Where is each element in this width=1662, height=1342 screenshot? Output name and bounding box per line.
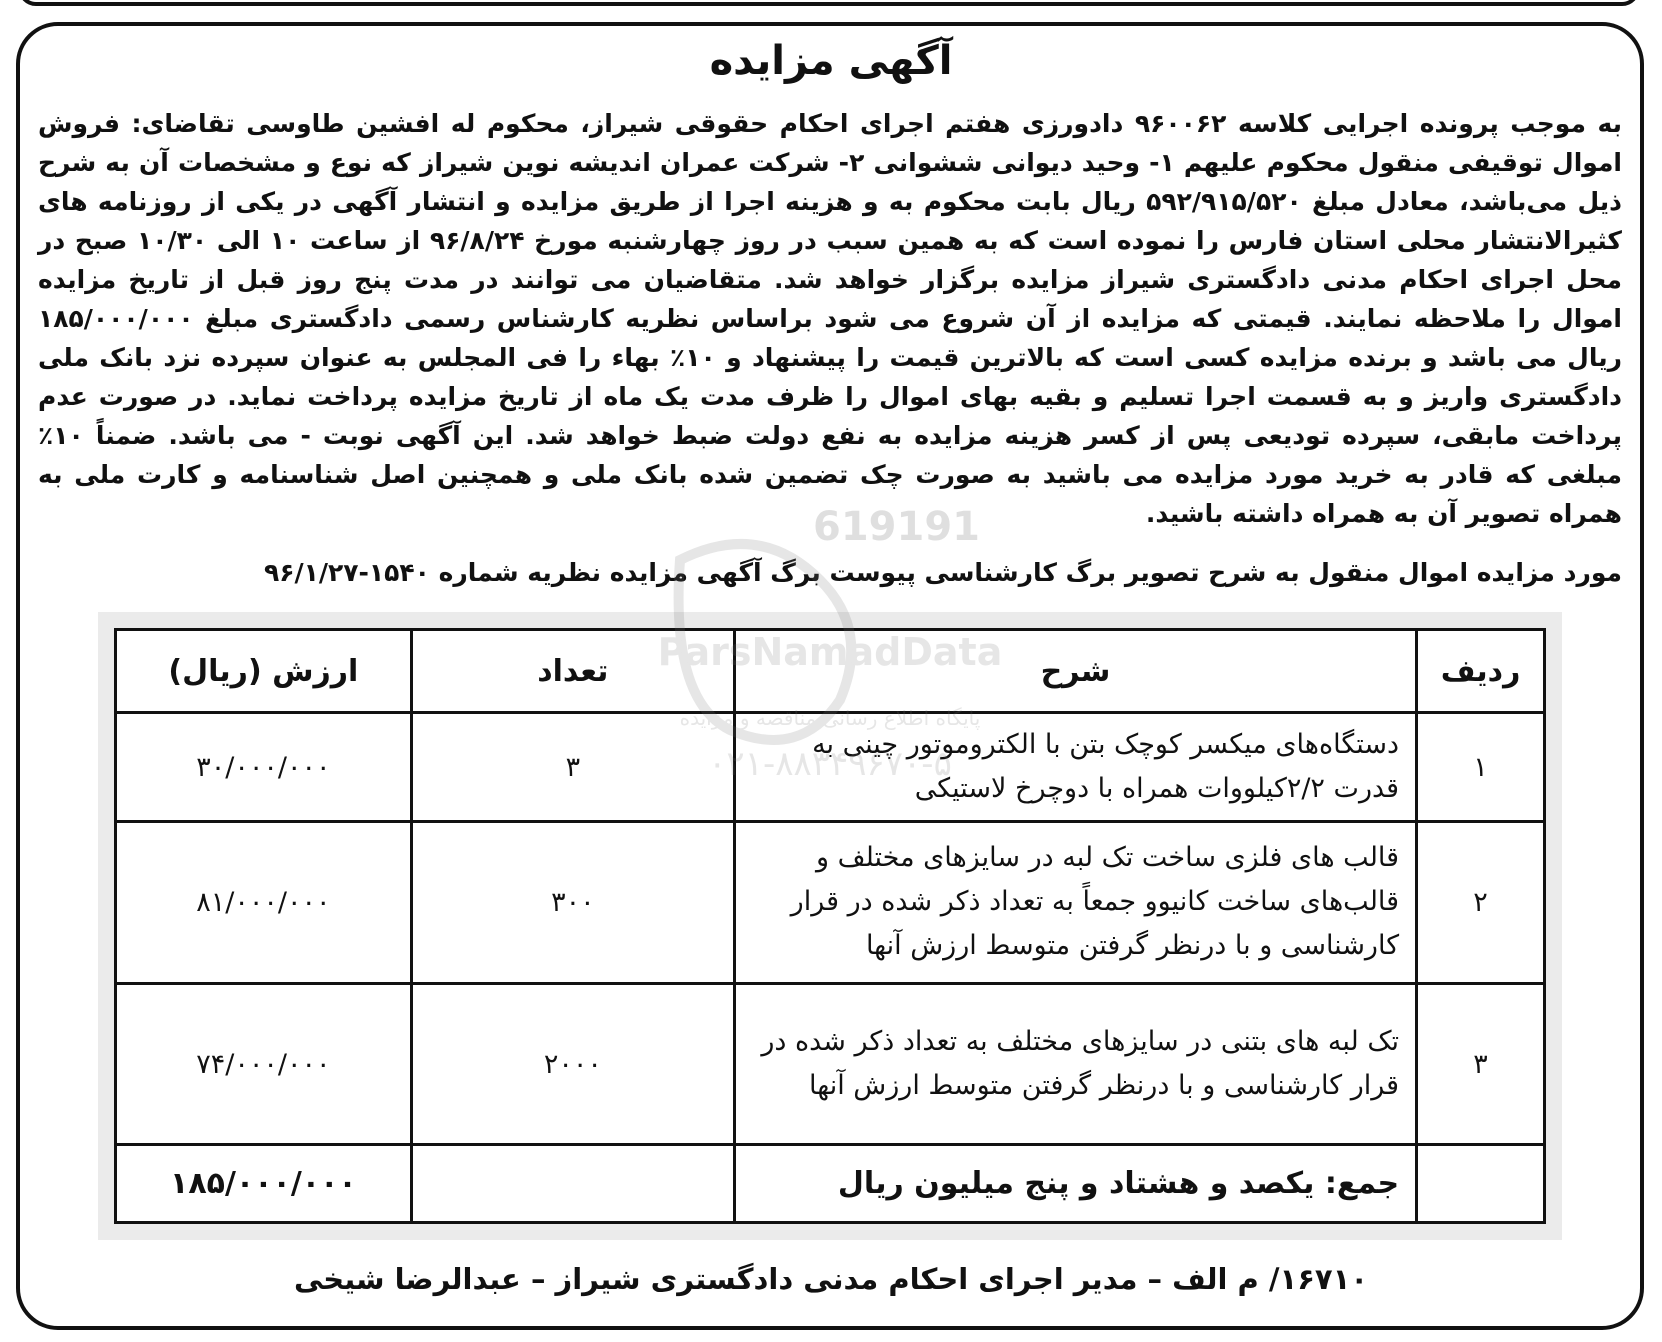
ad-reference: مورد مزایده اموال منقول به شرح تصویر برگ کارشناسی پیوست برگ آگهی مزایده نظریه شماره ۱۵۴۰-۹۶/۱/۲۷: [263, 558, 1622, 587]
table-row: [116, 983, 1545, 1145]
header-description: شرح: [734, 630, 1416, 713]
watermark-code: 619191: [813, 504, 980, 550]
row-number: ۲: [1417, 822, 1545, 984]
row-number: ۳: [1417, 983, 1545, 1145]
row-value: ۷۴/۰۰۰/۰۰۰: [116, 983, 412, 1145]
row-value: ۸۱/۰۰۰/۰۰۰: [116, 822, 412, 984]
header-quantity: تعداد: [411, 630, 734, 713]
row-number: ۱: [1417, 713, 1545, 822]
row-quantity: ۳۰۰: [411, 822, 734, 984]
table-row: [116, 713, 1545, 822]
ad-body: [38, 104, 1622, 533]
items-table: [114, 628, 1546, 1224]
header-row-number: ردیف: [1417, 630, 1545, 713]
total-value: ۱۸۵/۰۰۰/۰۰۰: [116, 1145, 412, 1223]
ad-body-paragraph: به موجب پرونده اجرایی کلاسه ۹۶۰۰۶۲ دادورزی هفتم اجرای احکام حقوقی شیراز، محکوم له افشین طاوسی تقاضای: فروش اموال توقیفی منقول محکوم علیهم ۱- وحید دیوانی ششوانی ۲- شرکت عمران اندیشه نوین شیراز که نوع و مشخصات آن به شرح ذیل می‌باشد، معادل مبلغ ۵۹۲/۹۱۵/۵۲۰ ریال بابت محکوم به و هزینه اجرا از طریق مزایده و انتشار آگهی در یکی از روزنامه های کثیرالانتشار محلی استان فارس را نموده است که به همین سبب در روز چهارشنبه مورخ ۹۶/۸/۲۴ از ساعت ۱۰ الی ۱۰/۳۰ صبح در محل اجرای احکام مدنی دادگستری شیراز مزایده برگزار خواهد شد. متقاضیان می توانند در مدت پنج روز قبل از تاریخ مزایده اموال را ملاحظه نمایند. قیمتی که مزایده از آن شروع می شود براساس نظریه کارشناس رسمی دادگستری مبلغ ۱۸۵/۰۰۰/۰۰۰ ریال می باشد و برنده مزایده کسی است که بالاترین قیمت را پیشنهاد و ۱۰٪ بهاء را فی المجلس به عنوان سپرده نزد بانک ملی دادگستری واریز و به قسمت اجرا تسلیم و بقیه بهای اموال را ظرف مدت یک ماه از تاریخ مزایده پرداخت نماید. در صورت عدم پرداخت مابقی، سپرده تودیعی پس از کسر هزینه مزایده به نفع دولت ضبط خواهد شد. این آگهی نوبت - می باشد. ضمناً ۱۰٪ مبلغی که قادر به خرید مورد مزایده می باشید به صورت چک تضمین شده بانک ملی و همچنین اصل شناسنامه و کارت ملی به همراه تصویر آن به همراه داشته باشید.: [38, 109, 1623, 528]
row-value: ۳۰/۰۰۰/۰۰۰: [116, 713, 412, 822]
row-description: قالب های فلزی ساخت تک لبه در سایزهای مختلف و قالب‌های ساخت کانیوو جمعاً به تعداد ذکر شده در قرار کارشناسی و با درنظر گرفتن متوسط ارزش آنها: [734, 822, 1416, 984]
table-header-row: [116, 630, 1545, 713]
row-quantity: ۲۰۰۰: [411, 983, 734, 1145]
ad-title: آگهی مزایده: [709, 38, 953, 84]
row-quantity: ۳: [411, 713, 734, 822]
header-value: ارزش (ریال): [116, 630, 412, 713]
top-frame-edge: [18, 0, 1640, 6]
total-row-number: [1417, 1145, 1545, 1223]
row-description: تک لبه های بتنی در سایزهای مختلف به تعداد ذکر شده در قرار کارشناسی و با درنظر گرفتن متوسط ارزش آنها: [734, 983, 1416, 1145]
table-total-row: [116, 1145, 1545, 1223]
table-row: [116, 822, 1545, 984]
total-label: جمع: یکصد و هشتاد و پنج میلیون ریال: [734, 1145, 1416, 1223]
total-quantity: [411, 1145, 734, 1223]
ad-signature: ۱۶۷۱۰/ م الف – مدیر اجرای احکام مدنی دادگستری شیراز – عبدالرضا شیخی: [293, 1262, 1369, 1296]
row-description: دستگاه‌های میکسر کوچک بتن با الکتروموتور چینی به قدرت ۲/۲کیلووات همراه با دوچرخ لاستیکی: [734, 713, 1416, 822]
